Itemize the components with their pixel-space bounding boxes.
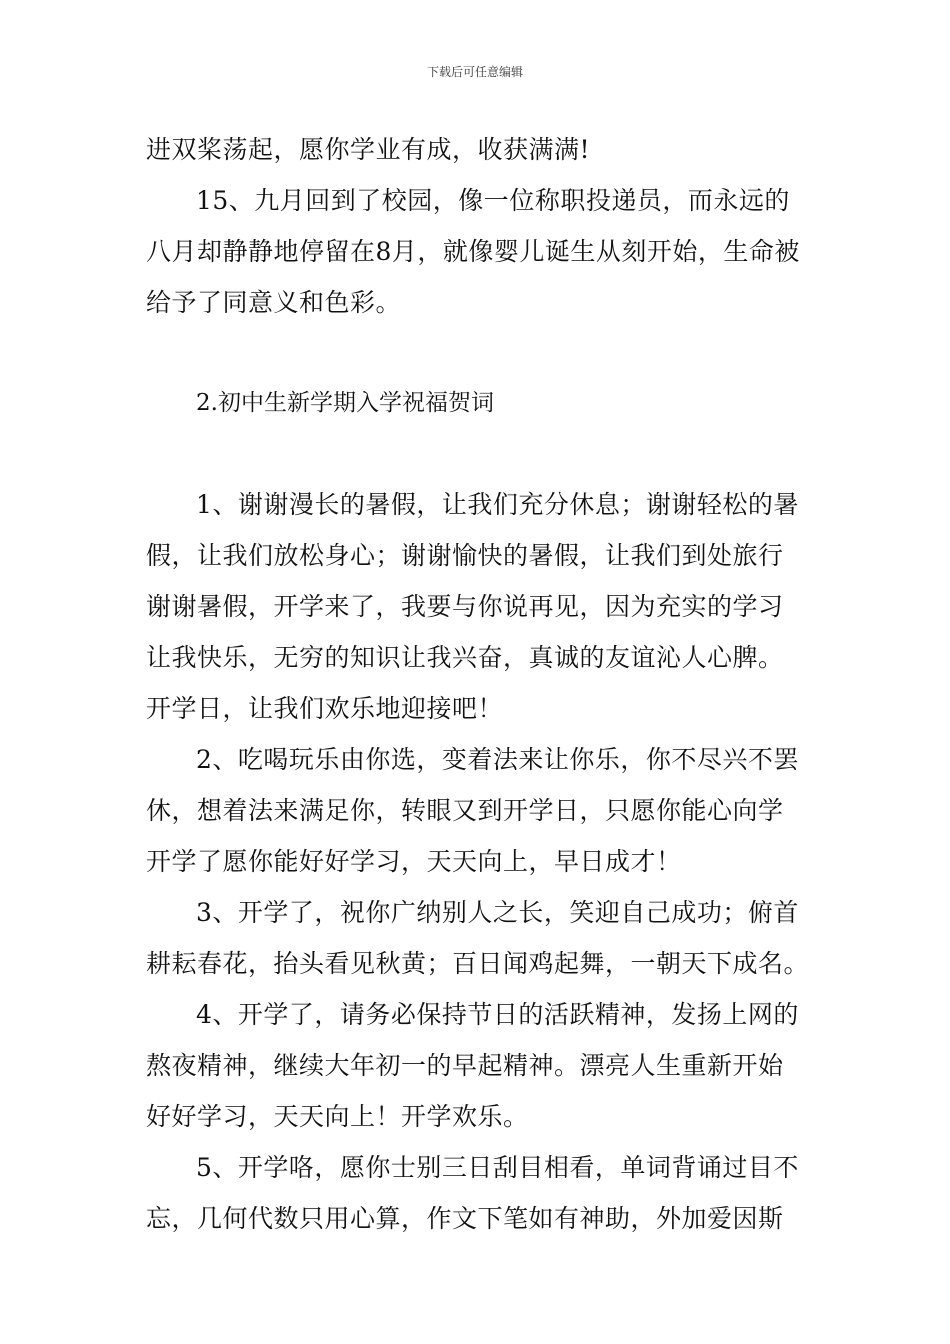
p5-line-1: 5、开学咯，愿你士别三日刮目相看，单词背诵过目不 [196, 1153, 799, 1182]
paragraph-1 [146, 479, 816, 734]
p3-line-2: 耕耘春花，抬头看见秋黄；百日闻鸡起舞，一朝天下成名。 [146, 949, 810, 978]
p1-line-2: 假，让我们放松身心；谢谢愉快的暑假，让我们到处旅行 [146, 541, 784, 570]
p3-line-1: 3、开学了，祝你广纳别人之长，笑迎自己成功；俯首 [196, 898, 799, 927]
p1-line-1: 1、谢谢漫长的暑假，让我们充分休息；谢谢轻松的暑 [196, 490, 799, 519]
p5-line-2: 忘，几何代数只用心算，作文下笔如有神助，外加爱因斯 [146, 1204, 784, 1233]
section-title: 2.初中生新学期入学祝福贺词 [196, 390, 494, 416]
p1-line-5: 开学日，让我们欢乐地迎接吧！ [146, 694, 504, 723]
p15-line-3: 给予了同意义和色彩。 [146, 288, 402, 317]
paragraph-5 [146, 1142, 816, 1244]
paragraph-4 [146, 989, 816, 1142]
paragraph-3 [146, 887, 816, 989]
intro-line-1: 进双桨荡起，愿你学业有成，收获满满! [146, 135, 591, 164]
p2-line-3: 开学了愿你能好好学习，天天向上，早日成才！ [146, 847, 682, 876]
p4-line-1: 4、开学了，请务必保持节日的活跃精神，发扬上网的 [196, 1000, 799, 1029]
p15-line-2: 八月却静静地停留在8月，就像婴儿诞生从刻开始，生命被 [146, 237, 800, 266]
spacer [146, 429, 816, 479]
spacer [146, 328, 816, 378]
p4-line-3: 好好学习，天天向上！开学欢乐。 [146, 1102, 529, 1131]
paragraph-15 [146, 175, 816, 328]
p1-line-4: 让我快乐，无穷的知识让我兴奋，真诚的友谊沁人心脾。 [146, 643, 784, 672]
p15-line-1: 15、九月回到了校园，像一位称职投递员，而永远的 [196, 186, 790, 215]
page-header-note: 下载后可任意编辑 [426, 65, 523, 79]
p2-line-2: 休，想着法来满足你，转眼又到开学日，只愿你能心向学 [146, 796, 784, 825]
p4-line-2: 熬夜精神，继续大年初一的早起精神。漂亮人生重新开始 [146, 1051, 784, 1080]
p1-line-3: 谢谢暑假，开学来了，我要与你说再见，因为充实的学习 [146, 592, 784, 621]
p2-line-1: 2、吃喝玩乐由你选，变着法来让你乐，你不尽兴不罢 [196, 745, 799, 774]
paragraph-2 [146, 734, 816, 887]
document-body [146, 124, 816, 1244]
